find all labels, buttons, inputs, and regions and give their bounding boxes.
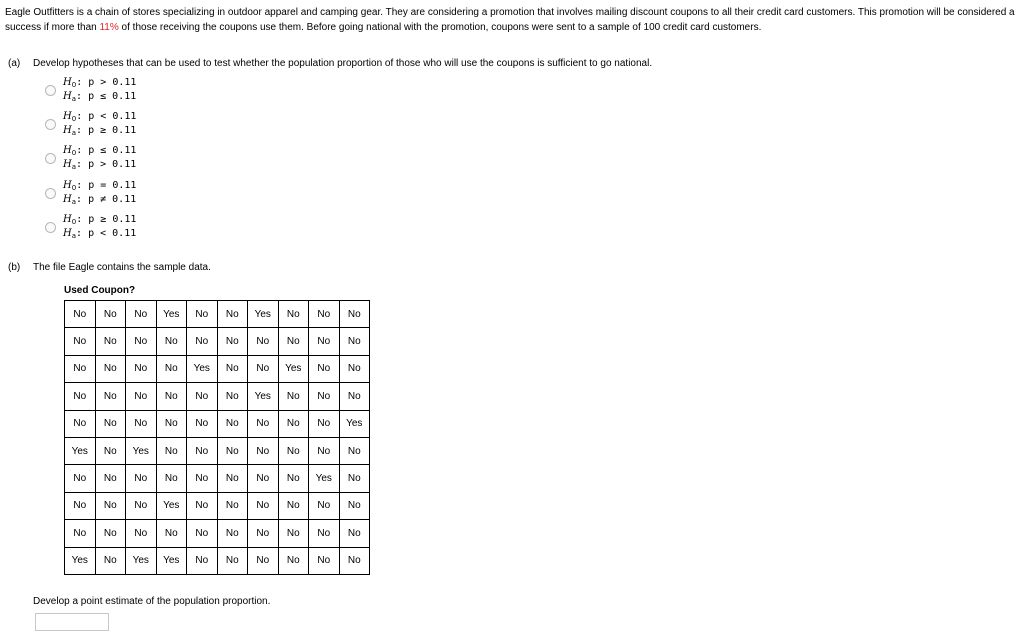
h0-statement: : p ≥ 0.11 xyxy=(76,213,137,225)
h-symbol: H xyxy=(63,227,72,239)
table-cell: Yes xyxy=(278,355,309,382)
alternative-hypothesis xyxy=(63,193,136,209)
h-symbol: H xyxy=(63,159,72,171)
h-symbol: H xyxy=(63,111,72,123)
table-cell: No xyxy=(95,437,126,464)
table-cell: No xyxy=(278,383,309,410)
table-cell: No xyxy=(126,520,157,547)
table-cell: Yes xyxy=(126,547,157,574)
table-cell: No xyxy=(278,465,309,492)
table-cell: No xyxy=(156,520,187,547)
table-cell: No xyxy=(65,301,96,328)
ha-subscript: a xyxy=(71,231,77,240)
table-cell: No xyxy=(339,437,370,464)
h0-subscript: 0 xyxy=(71,217,77,226)
table-cell: No xyxy=(248,355,279,382)
table-cell: No xyxy=(65,410,96,437)
table-cell: No xyxy=(126,383,157,410)
table-cell: No xyxy=(309,328,340,355)
h0-subscript: 0 xyxy=(71,115,77,124)
radio-button[interactable] xyxy=(45,153,56,164)
h0-statement: : p ≤ 0.11 xyxy=(76,145,137,157)
table-cell: No xyxy=(309,547,340,574)
table-row xyxy=(65,410,370,437)
h-symbol: H xyxy=(63,193,72,205)
success-threshold-percent: 11% xyxy=(99,22,119,33)
table-cell: No xyxy=(248,492,279,519)
table-cell: No xyxy=(65,355,96,382)
table-cell: Yes xyxy=(187,355,218,382)
table-row xyxy=(65,547,370,574)
problem-intro xyxy=(5,5,1017,35)
radio-button[interactable] xyxy=(45,119,56,130)
table-cell: No xyxy=(248,328,279,355)
coupon-data-table xyxy=(64,300,370,575)
intro-text-after: of those receiving the coupons use them. Before going national with the promotion, coupons were sent to a sample of 100 credit card customers. xyxy=(118,22,762,33)
table-title: Used Coupon? xyxy=(64,285,136,296)
h0-statement: : p > 0.11 xyxy=(76,77,137,88)
table-row xyxy=(65,328,370,355)
table-cell: No xyxy=(126,301,157,328)
table-cell: No xyxy=(278,328,309,355)
table-cell: No xyxy=(187,301,218,328)
alternative-hypothesis xyxy=(63,90,136,106)
table-cell: No xyxy=(156,437,187,464)
table-cell: No xyxy=(187,437,218,464)
table-cell: No xyxy=(248,520,279,547)
table-cell: No xyxy=(339,383,370,410)
part-a-question xyxy=(8,58,652,69)
table-cell: Yes xyxy=(248,301,279,328)
h0-subscript: 0 xyxy=(71,81,77,89)
table-cell: No xyxy=(339,301,370,328)
radio-button[interactable] xyxy=(45,188,56,199)
alternative-hypothesis xyxy=(63,158,136,174)
table-cell: No xyxy=(278,520,309,547)
table-cell: No xyxy=(187,465,218,492)
table-cell: No xyxy=(278,301,309,328)
table-cell: No xyxy=(248,465,279,492)
table-cell: No xyxy=(65,520,96,547)
part-b-question xyxy=(8,262,211,273)
table-cell: No xyxy=(309,355,340,382)
table-cell: No xyxy=(217,492,248,519)
table-cell: No xyxy=(217,465,248,492)
table-cell: No xyxy=(95,301,126,328)
table-cell: No xyxy=(309,301,340,328)
table-cell: Yes xyxy=(156,547,187,574)
part-a-label: (a) xyxy=(8,58,21,69)
h-symbol: H xyxy=(63,125,72,137)
table-cell: No xyxy=(339,465,370,492)
table-cell: No xyxy=(156,383,187,410)
table-cell: No xyxy=(187,410,218,437)
intro-text-before: Eagle Outfitters is a chain of stores specializing in outdoor apparel and camping gear. They are considering a promotion that involves mailing discount coupons to all their credit card customers. This promotion will be considered a success if more than xyxy=(5,7,1015,33)
table-cell: No xyxy=(95,520,126,547)
h0-statement: : p = 0.11 xyxy=(76,179,137,191)
table-cell: No xyxy=(278,410,309,437)
table-cell: No xyxy=(339,520,370,547)
table-cell: No xyxy=(339,355,370,382)
h0-subscript: 0 xyxy=(71,183,77,192)
table-cell: No xyxy=(126,492,157,519)
table-cell: No xyxy=(187,328,218,355)
table-cell: No xyxy=(65,383,96,410)
table-cell: No xyxy=(187,520,218,547)
table-cell: No xyxy=(309,437,340,464)
table-cell: Yes xyxy=(65,547,96,574)
h-symbol: H xyxy=(63,213,72,225)
table-cell: Yes xyxy=(126,437,157,464)
table-row xyxy=(65,437,370,464)
table-cell: No xyxy=(95,328,126,355)
ha-statement: : p < 0.11 xyxy=(76,227,137,239)
table-cell: No xyxy=(217,301,248,328)
part-b-text: The file Eagle contains the sample data. xyxy=(33,262,211,273)
table-row xyxy=(65,355,370,382)
table-cell: No xyxy=(309,383,340,410)
table-cell: No xyxy=(156,410,187,437)
table-cell: No xyxy=(217,355,248,382)
table-cell: No xyxy=(156,465,187,492)
table-cell: No xyxy=(126,328,157,355)
table-cell: No xyxy=(95,492,126,519)
table-cell: No xyxy=(126,465,157,492)
table-cell: No xyxy=(248,437,279,464)
h-symbol: H xyxy=(63,91,72,102)
alternative-hypothesis xyxy=(63,124,136,140)
table-cell: No xyxy=(278,437,309,464)
table-cell: Yes xyxy=(309,465,340,492)
table-cell: No xyxy=(309,410,340,437)
table-cell: No xyxy=(217,520,248,547)
ha-statement: : p > 0.11 xyxy=(76,159,137,171)
table-cell: No xyxy=(95,547,126,574)
ha-statement: : p ≤ 0.11 xyxy=(76,91,137,102)
h-symbol: H xyxy=(63,179,72,191)
table-cell: No xyxy=(65,328,96,355)
table-row xyxy=(65,301,370,328)
table-cell: No xyxy=(126,410,157,437)
h-symbol: H xyxy=(63,77,72,88)
table-cell: Yes xyxy=(156,301,187,328)
radio-button[interactable] xyxy=(45,85,56,96)
table-cell: No xyxy=(187,383,218,410)
h0-subscript: 0 xyxy=(71,149,77,158)
table-cell: Yes xyxy=(248,383,279,410)
table-cell: No xyxy=(126,355,157,382)
table-cell: No xyxy=(339,328,370,355)
ha-subscript: a xyxy=(71,163,77,172)
table-cell: No xyxy=(156,328,187,355)
alternative-hypothesis xyxy=(63,227,136,243)
table-cell: Yes xyxy=(156,492,187,519)
table-cell: No xyxy=(65,465,96,492)
table-row xyxy=(65,520,370,547)
part-b-label: (b) xyxy=(8,262,21,273)
table-cell: No xyxy=(339,547,370,574)
table-cell: No xyxy=(278,547,309,574)
table-cell: Yes xyxy=(339,410,370,437)
h0-statement: : p < 0.11 xyxy=(76,111,137,123)
table-cell: No xyxy=(156,355,187,382)
part-a-text: Develop hypotheses that can be used to test whether the population proportion of those who will use the coupons is sufficient to go national. xyxy=(33,58,653,69)
ha-subscript: a xyxy=(71,197,77,206)
table-cell: No xyxy=(248,410,279,437)
table-cell: No xyxy=(95,410,126,437)
table-cell: No xyxy=(95,465,126,492)
table-cell: No xyxy=(217,437,248,464)
table-cell: No xyxy=(187,492,218,519)
table-row xyxy=(65,383,370,410)
table-row xyxy=(65,465,370,492)
ha-statement: : p ≠ 0.11 xyxy=(76,193,137,205)
ha-subscript: a xyxy=(71,95,77,103)
h-symbol: H xyxy=(63,145,72,157)
table-cell: No xyxy=(309,492,340,519)
table-cell: No xyxy=(339,492,370,519)
ha-subscript: a xyxy=(71,129,77,138)
table-cell: No xyxy=(187,547,218,574)
table-cell: No xyxy=(217,328,248,355)
table-cell: No xyxy=(95,383,126,410)
table-cell: No xyxy=(278,492,309,519)
point-estimate-input[interactable] xyxy=(35,613,109,631)
table-cell: No xyxy=(65,492,96,519)
table-cell: No xyxy=(248,547,279,574)
table-cell: No xyxy=(217,410,248,437)
table-cell: Yes xyxy=(65,437,96,464)
ha-statement: : p ≥ 0.11 xyxy=(76,125,137,137)
table-cell: No xyxy=(309,520,340,547)
table-row xyxy=(65,492,370,519)
table-cell: No xyxy=(217,547,248,574)
table-cell: No xyxy=(217,383,248,410)
radio-button[interactable] xyxy=(45,222,56,233)
table-cell: No xyxy=(95,355,126,382)
point-estimate-prompt: Develop a point estimate of the population proportion. xyxy=(33,596,271,607)
